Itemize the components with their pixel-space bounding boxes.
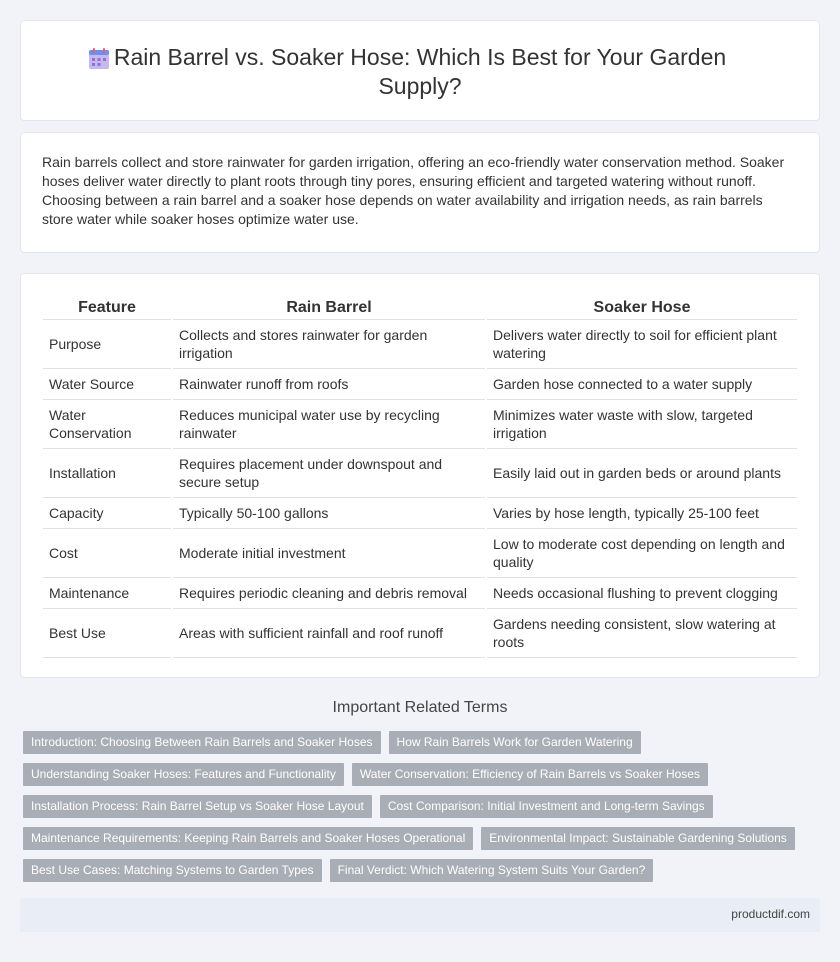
soaker-hose-cell: Needs occasional flushing to prevent clogging <box>487 578 797 609</box>
page-title: Rain Barrel vs. Soaker Hose: Which Is Best for Your Garden Supply? <box>113 44 727 99</box>
soaker-hose-cell: Gardens needing consistent, slow watering at roots <box>487 609 797 658</box>
site-name[interactable]: productdif.com <box>731 907 810 921</box>
soaker-hose-cell: Delivers water directly to soil for efficient plant watering <box>487 320 797 369</box>
soaker-hose-cell: Minimizes water waste with slow, targeted irrigation <box>487 400 797 449</box>
rain-barrel-cell: Requires placement under downspout and secure setup <box>173 449 485 498</box>
comparison-card <box>20 273 820 678</box>
related-term-tag[interactable]: Cost Comparison: Initial Investment and Long-term Savings <box>380 795 713 818</box>
table-row <box>43 369 797 400</box>
table-row <box>43 400 797 449</box>
feature-cell: Water Conservation <box>43 400 171 449</box>
related-term-tag[interactable]: Final Verdict: Which Watering System Suits Your Garden? <box>330 859 654 882</box>
rain-barrel-cell: Reduces municipal water use by recycling rainwater <box>173 400 485 449</box>
feature-cell: Purpose <box>43 320 171 369</box>
related-terms-list <box>23 731 813 882</box>
table-row <box>43 498 797 529</box>
related-term-tag[interactable]: Installation Process: Rain Barrel Setup vs Soaker Hose Layout <box>23 795 372 818</box>
soaker-hose-cell: Low to moderate cost depending on length and quality <box>487 529 797 578</box>
feature-cell: Cost <box>43 529 171 578</box>
intro-card <box>20 132 820 253</box>
rain-barrel-cell: Rainwater runoff from roofs <box>173 369 485 400</box>
related-term-tag[interactable]: Environmental Impact: Sustainable Gardening Solutions <box>481 827 795 850</box>
header-rain-barrel: Rain Barrel <box>173 296 485 320</box>
related-term-tag[interactable]: Introduction: Choosing Between Rain Barrels and Soaker Hoses <box>23 731 381 754</box>
soaker-hose-cell: Easily laid out in garden beds or around plants <box>487 449 797 498</box>
related-term-tag[interactable]: How Rain Barrels Work for Garden Watering <box>389 731 641 754</box>
rain-barrel-cell: Moderate initial investment <box>173 529 485 578</box>
feature-cell: Installation <box>43 449 171 498</box>
table-row <box>43 449 797 498</box>
footer <box>20 898 820 932</box>
table-row <box>43 320 797 369</box>
related-term-tag[interactable]: Maintenance Requirements: Keeping Rain Barrels and Soaker Hoses Operational <box>23 827 473 850</box>
title-card <box>20 20 820 121</box>
comparison-table <box>41 296 799 658</box>
rain-barrel-cell: Areas with sufficient rainfall and roof runoff <box>173 609 485 658</box>
table-row <box>43 609 797 658</box>
header-soaker-hose: Soaker Hose <box>487 296 797 320</box>
feature-cell: Capacity <box>43 498 171 529</box>
related-term-tag[interactable]: Water Conservation: Efficiency of Rain Barrels vs Soaker Hoses <box>352 763 708 786</box>
soaker-hose-cell: Garden hose connected to a water supply <box>487 369 797 400</box>
intro-paragraph: Rain barrels collect and store rainwater for garden irrigation, offering an eco-friendly water conservation method. Soaker hoses deliver water directly to plant roots through tiny pores, ensuring efficient and targeted watering without runoff. Choosing between a rain barrel and a soaker hose depends on water availability and irrigation needs, as rain barrels store water while soaker hoses optimize water use. <box>42 154 785 227</box>
related-terms-heading: Important Related Terms <box>332 699 508 716</box>
feature-cell: Best Use <box>43 609 171 658</box>
related-term-tag[interactable]: Understanding Soaker Hoses: Features and Functionality <box>23 763 344 786</box>
table-row <box>43 578 797 609</box>
rain-barrel-cell: Collects and stores rainwater for garden irrigation <box>173 320 485 369</box>
header-feature: Feature <box>43 296 171 320</box>
rain-barrel-cell: Requires periodic cleaning and debris removal <box>173 578 485 609</box>
table-row <box>43 529 797 578</box>
rain-barrel-cell: Typically 50-100 gallons <box>173 498 485 529</box>
soaker-hose-cell: Varies by hose length, typically 25-100 feet <box>487 498 797 529</box>
related-term-tag[interactable]: Best Use Cases: Matching Systems to Garden Types <box>23 859 322 882</box>
feature-cell: Water Source <box>43 369 171 400</box>
feature-cell: Maintenance <box>43 578 171 609</box>
table-header-row <box>43 296 797 320</box>
